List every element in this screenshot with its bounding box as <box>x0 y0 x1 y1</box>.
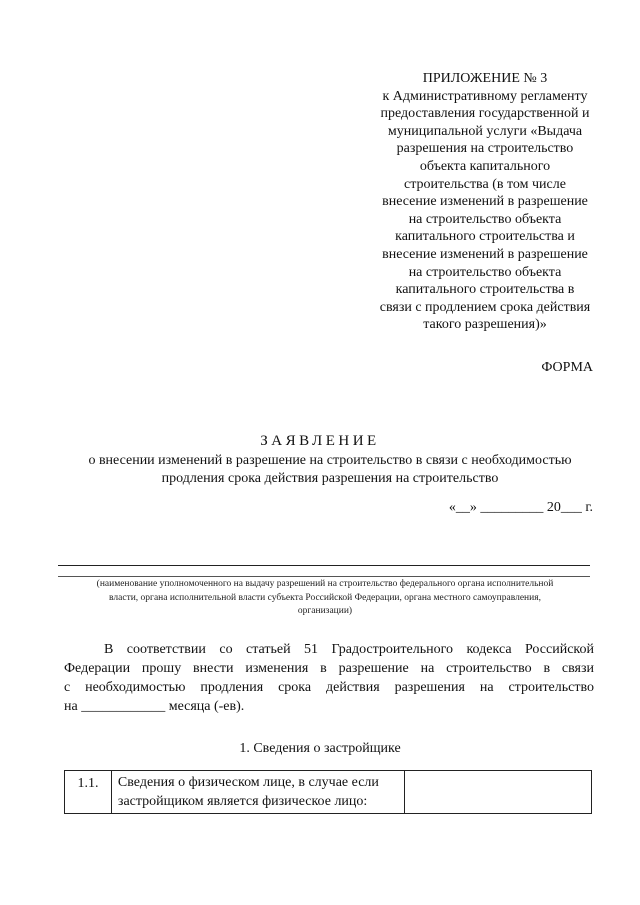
row-label-line: застройщиком является физическое лицо: <box>117 794 368 809</box>
row-value-cell[interactable] <box>404 771 591 814</box>
authority-caption <box>60 578 590 619</box>
appendix-line: связи с продлением срока действия <box>379 299 591 315</box>
row-label <box>111 771 404 814</box>
appendix-line: строительства (в том числе <box>404 176 566 192</box>
date-field[interactable]: «__» _________ 20___ г. <box>448 500 593 515</box>
form-label: ФОРМА <box>541 360 593 375</box>
appendix-line: муниципальной услуги «Выдача <box>387 123 583 139</box>
authority-fill-line[interactable] <box>58 565 590 566</box>
appendix-line: предоставления государственной и <box>380 106 590 122</box>
request-paragraph <box>64 640 594 716</box>
caption-line: организации) <box>297 606 353 616</box>
appendix-line: к Административному регламенту <box>382 88 588 104</box>
appendix-line: капитального строительства в <box>395 282 575 298</box>
caption-line: власти, органа исполнительной власти субъекта Российской Федерации, органа местного самоуправления, <box>109 592 541 603</box>
paragraph-line: с необходимостью продления срока действия разрешения на строительство <box>64 680 594 695</box>
applicant-info-table <box>64 770 592 814</box>
appendix-line: такого разрешения)» <box>423 317 547 333</box>
table-row <box>65 771 592 814</box>
row-label-line: Сведения о физическом лице, в случае если <box>117 775 379 790</box>
appendix-heading: ПРИЛОЖЕНИЕ № 3 <box>422 71 548 86</box>
paragraph-line-months[interactable]: на ____________ месяца (-ев). <box>64 699 245 714</box>
row-number: 1.1. <box>65 771 112 814</box>
appendix-line: разрешения на строительство <box>396 141 574 157</box>
appendix-line: капитального строительства и <box>395 229 575 245</box>
appendix-line: внесение изменений в разрешение <box>382 194 588 210</box>
appendix-line: объекта капитального <box>419 158 551 174</box>
appendix-line: на строительство объекта <box>408 211 562 227</box>
appendix-block <box>360 70 610 334</box>
document-title: ЗАЯВЛЕНИЕ <box>260 433 380 449</box>
subtitle-line: о внесении изменений в разрешение на строительство в связи с необходимостью <box>88 453 572 468</box>
caption-line: (наименование уполномоченного на выдачу разрешений на строительство федерального органа исполнительной <box>96 579 554 589</box>
document-subtitle <box>60 452 600 488</box>
section-heading: 1. Сведения о застройщике <box>239 741 401 756</box>
paragraph-line: Федерации прошу внести изменения в разрешение на строительство в связи <box>64 661 594 676</box>
subtitle-line: продления срока действия разрешения на строительство <box>161 471 499 486</box>
appendix-line: внесение изменений в разрешение <box>382 246 588 262</box>
authority-underline <box>58 576 590 577</box>
appendix-line: на строительство объекта <box>408 264 562 280</box>
paragraph-line: В соответствии со статьей 51 Градостроительного кодекса Российской <box>104 642 594 657</box>
